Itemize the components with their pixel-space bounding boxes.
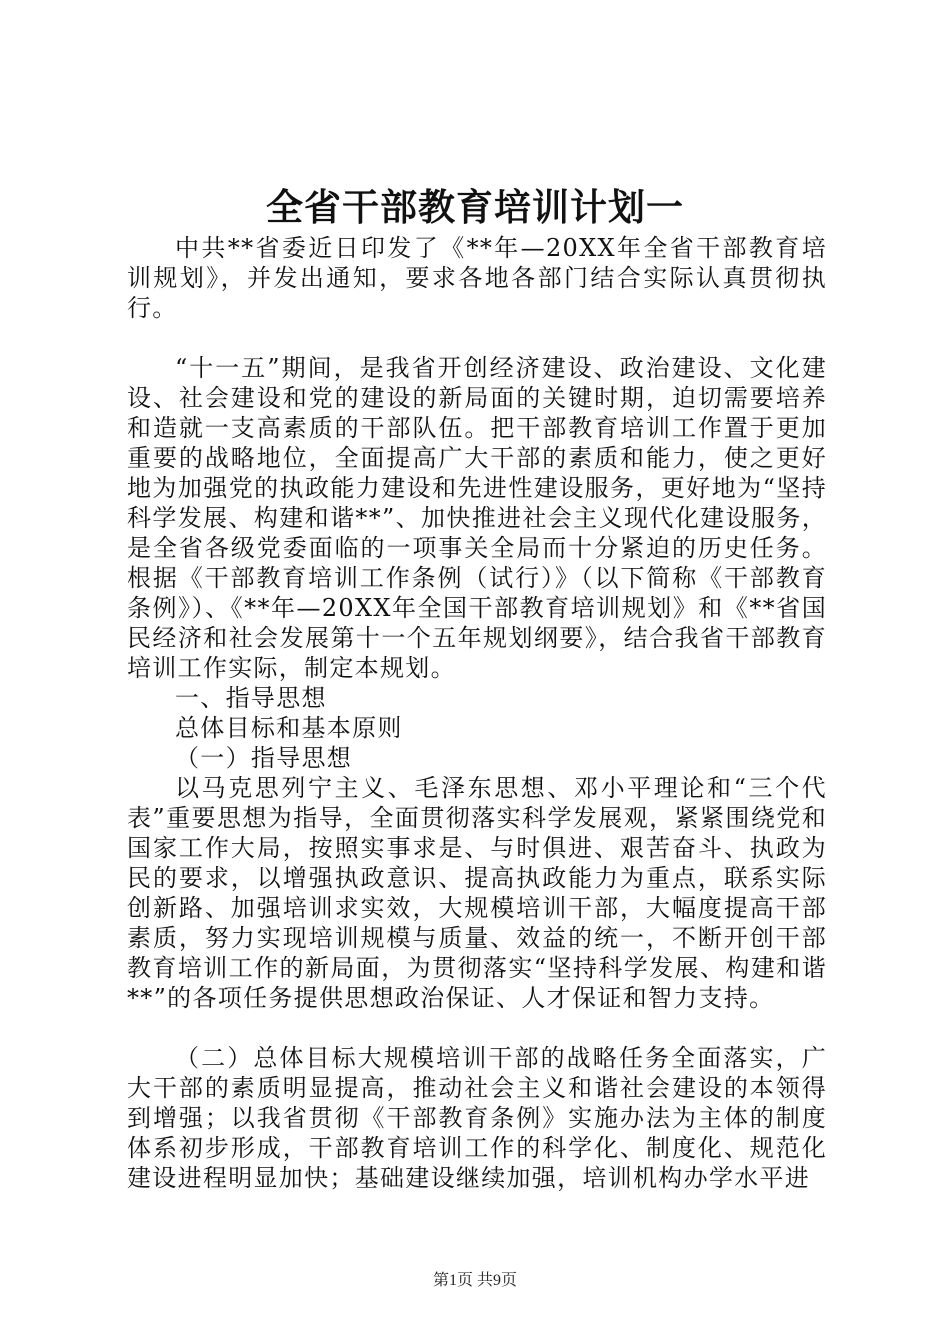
document-title: 全省干部教育培训计划一: [266, 185, 684, 229]
section-heading-guiding-thought: 一、指导思想: [175, 684, 327, 712]
paragraph-intro: 中共**省委近日印发了《**年—20XX年全省干部教育培训规划》，并发出通知，要求各地各部门结合实际认真贯彻执行。: [127, 234, 827, 322]
paragraph-spacer: [127, 323, 827, 353]
document-body: [127, 233, 827, 1193]
subsection-heading-guiding-thought: （一）指导思想: [175, 744, 353, 772]
paragraph-spacer: [127, 1013, 827, 1043]
page-number-footer: 第1页 共9页: [432, 1272, 517, 1289]
paragraph-overall-goals: （二）总体目标大规模培训干部的战略任务全面落实，广大干部的素质明显提高，推动社会主义和谐社会建设的本领得到增强；以我省贯彻《干部教育条例》实施办法为主体的制度体系初步形成，干部教育培训工作的科学化、制度化、规范化建设进程明显加快；基础建设继续加强，培训机构办学水平进: [127, 1044, 827, 1192]
paragraph-background: “十一五”期间，是我省开创经济建设、政治建设、文化建设、社会建设和党的建设的新局面的关键时期，迫切需要培养和造就一支高素质的干部队伍。把干部教育培训工作置于更加重要的战略地位，全面提高广大干部的素质和能力，使之更好地为加强党的执政能力建设和先进性建设服务，更好地为“坚持科学发展、构建和谐**”、加快推进社会主义现代化建设服务，是全省各级党委面临的一项事关全局而十分紧迫的历史任务。根据《干部教育培训工作条例（试行）》（以下简称《干部教育条例》）、《**年—20XX年全国干部教育培训规划》和《**省国民经济和社会发展第十一个五年规划纲要》，结合我省干部教育培训工作实际，制定本规划。: [127, 354, 827, 682]
section-heading-goals-principles: 总体目标和基本原则: [175, 714, 403, 742]
paragraph-guiding-thought: 以马克思列宁主义、毛泽东思想、邓小平理论和“三个代表”重要思想为指导，全面贯彻落实科学发展观，紧紧围绕党和国家工作大局，按照实事求是、与时俱进、艰苦奋斗、执政为民的要求，以增强执政意识、提高执政能力为重点，联系实际创新路、加强培训求实效，大规模培训干部，大幅度提高干部素质，努力实现培训规模与质量、效益的统一，不断开创干部教育培训工作的新局面，为贯彻落实“坚持科学发展、构建和谐**”的各项任务提供思想政治保证、人才保证和智力支持。: [127, 774, 827, 1012]
